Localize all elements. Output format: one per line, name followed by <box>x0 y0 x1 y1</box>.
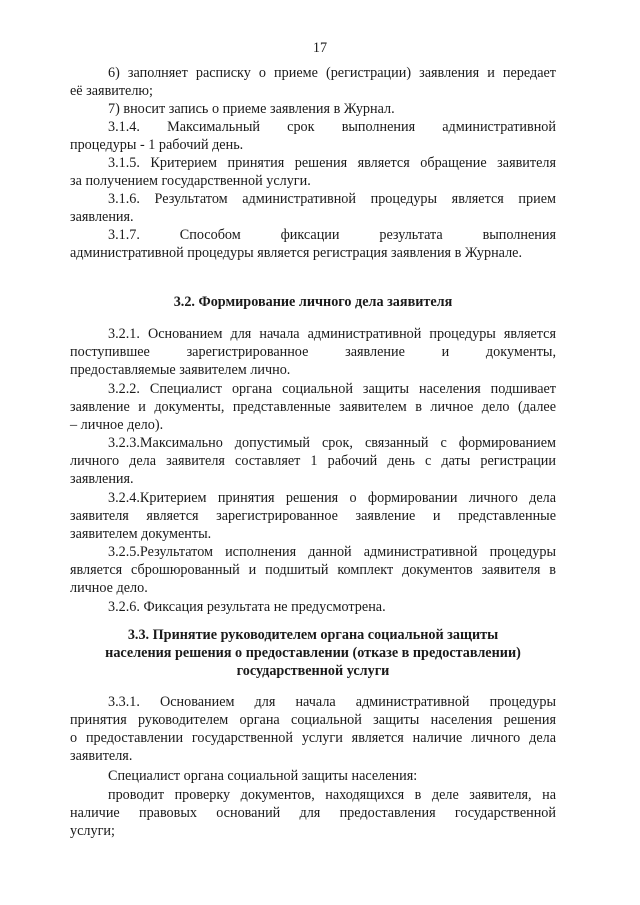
paragraph-line: личное дело. <box>70 580 148 596</box>
section-heading: 3.2. Формирование личного дела заявителя <box>173 294 453 310</box>
paragraph-line: проводит проверку документов, находящихся в деле заявителя, на <box>108 787 556 803</box>
paragraph-line: 3.3.1. Основанием для начала административной процедуры <box>108 694 556 710</box>
paragraph-line: 3.1.4. Максимальный срок выполнения административной <box>108 119 556 135</box>
section-heading: 3.3. Принятие руководителем органа социальной защиты <box>127 627 499 643</box>
paragraph-line: поступившее зарегистрированное заявление и документы, <box>70 344 556 360</box>
paragraph-line: административной процедуры является регистрация заявления в Журнале. <box>70 245 523 261</box>
paragraph-line: о предоставлении государственной услуги является наличие личного дела <box>70 730 556 746</box>
paragraph-line: 3.2.5.Результатом исполнения данной административной процедуры <box>108 544 556 560</box>
paragraph-line: заявителя. <box>70 748 133 764</box>
paragraph-line: является сброшюрованный и подшитый комплект документов заявителя в <box>70 562 556 578</box>
paragraph-line: 3.1.6. Результатом административной процедуры является прием <box>108 191 556 207</box>
paragraph-line: – личное дело). <box>70 417 164 433</box>
paragraph-line: заявления. <box>70 209 134 225</box>
paragraph-line: 3.2.1. Основанием для начала административной процедуры является <box>108 326 556 342</box>
paragraph-line: услуги; <box>70 823 115 839</box>
paragraph-line: 3.2.2. Специалист органа социальной защиты населения подшивает <box>108 381 556 397</box>
paragraph-line: её заявителю; <box>70 83 153 99</box>
paragraph-line: личного дела заявителя составляет 1 рабочий день с даты регистрации <box>70 453 556 469</box>
paragraph-line: заявление и документы, представленные заявителем в личное дело (далее <box>70 399 556 415</box>
paragraph-line: процедуры - 1 рабочий день. <box>70 137 244 153</box>
paragraph-line: наличие правовых оснований для предоставления государственной <box>70 805 556 821</box>
paragraph-line: 6) заполняет расписку о приеме (регистрации) заявления и передает <box>108 65 556 81</box>
paragraph-line: 3.1.7. Способом фиксации результата выполнения <box>108 227 556 243</box>
paragraph-line: предоставляемые заявителем лично. <box>70 362 291 378</box>
paragraph-line: 3.2.3.Максимально допустимый срок, связанный с формированием <box>108 435 556 451</box>
paragraph-line: за получением государственной услуги. <box>70 173 311 189</box>
paragraph-line: заявления. <box>70 471 134 487</box>
paragraph-line: 3.1.5. Критерием принятия решения является обращение заявителя <box>108 155 556 171</box>
paragraph-line: 3.2.6. Фиксация результата не предусмотрена. <box>108 599 386 615</box>
section-heading: государственной услуги <box>236 663 390 679</box>
paragraph-line: Специалист органа социальной защиты населения: <box>108 768 418 784</box>
page-number: 17 <box>312 40 328 56</box>
paragraph-line: 7) вносит запись о приеме заявления в Журнал. <box>108 101 395 117</box>
paragraph-line: заявителя является зарегистрированное заявление и представленные <box>70 508 556 524</box>
paragraph-line: заявителем документы. <box>70 526 212 542</box>
section-heading: населения решения о предоставлении (отказе в предоставлении) <box>105 645 521 661</box>
paragraph-line: 3.2.4.Критерием принятия решения о формировании личного дела <box>108 490 556 506</box>
paragraph-line: принятия руководителем органа социальной защиты населения решения <box>70 712 556 728</box>
